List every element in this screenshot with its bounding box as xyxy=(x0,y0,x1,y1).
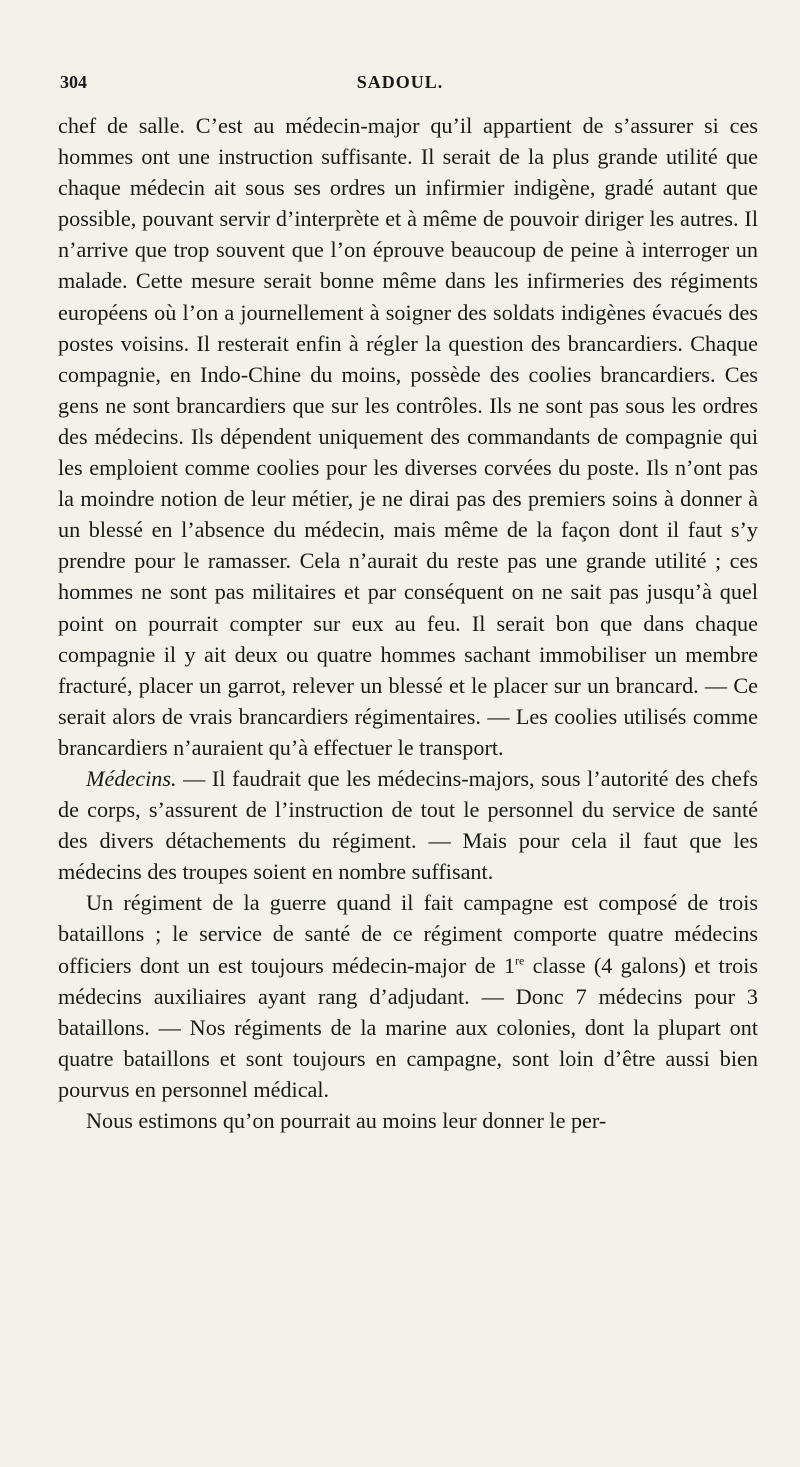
paragraph-4: Nous estimons qu’on pourrait au moins leur donner le per- xyxy=(86,1108,607,1133)
paragraph-2: Médecins. — Il faudrait que les médecins-majors, sous l’autorité des chefs de corps, s’assurent de l’instruction de tout le personnel du service de santé des divers détachements du régiment. — Mais pour cela il faut que les médecins des troupes soient en nombre suffisant. xyxy=(58,765,758,885)
page-header xyxy=(60,72,740,102)
paragraph-3: Un régiment de la guerre quand il fait campagne est composé de trois bataillons ; le service de santé de ce régiment comporte quatre médecins officiers dont un est toujours médecin-major de 1re classe (4 galons) et trois médecins auxiliaires ayant rang d’adjudant. — Donc 7 médecins pour 3 bataillons. — Nos régiments de la marine aux colonies, dont la plupart ont quatre bataillons et sont toujours en campagne, sont loin d’être aussi bien pourvus en personnel médical. xyxy=(58,890,759,1102)
ordinal-superscript: re xyxy=(514,953,525,968)
section-lead: Médecins. xyxy=(86,765,177,791)
body-text xyxy=(58,110,758,1136)
paragraph-1: chef de salle. C’est au médecin-major qu’il appartient de s’assurer si ces hommes ont une instruction suffisante. Il serait de la plus grande utilité que chaque médecin ait sous ses ordres un infirmier indigène, gradé autant que possible, pouvant servir d’interprète et à même de pouvoir diriger les autres. Il n’arrive que trop souvent que l’on éprouve beaucoup de peine à interroger un malade. Cette mesure serait bonne même dans les infirmeries des régiments européens où l’on a journellement à soigner des soldats indigènes évacués des postes voisins. Il resterait enfin à régler la question des brancardiers. Chaque compagnie, en Indo-Chine du moins, possède des coolies brancardiers. Ces gens ne sont brancardiers que sur les contrôles. Ils ne sont pas sous les ordres des médecins. Ils dépendent uniquement des commandants de compagnie qui les emploient comme coolies pour les diverses corvées du poste. Ils n’ont pas la moindre notion de leur métier, je ne dirai pas des premiers soins à donner à un blessé en l’absence du médecin, mais même de la façon dont il faut s’y prendre pour le ramasser. Cela n’aurait du reste pas une grande utilité ; ces hommes ne sont pas militaires et par conséquent on ne sait pas jusqu’à quel point on pourrait compter sur eux au feu. Il serait bon que dans chaque compagnie il y ait deux ou quatre hommes sachant immobiliser un membre fracturé, placer un garrot, relever un blessé et le placer sur un brancard. — Ce serait alors de vrais brancardiers régimentaires. — Les coolies utilisés comme brancardiers n’auraient qu’à effectuer le transport. xyxy=(58,113,758,760)
running-head: SADOUL. xyxy=(356,72,444,92)
page-number: 304 xyxy=(60,72,87,92)
